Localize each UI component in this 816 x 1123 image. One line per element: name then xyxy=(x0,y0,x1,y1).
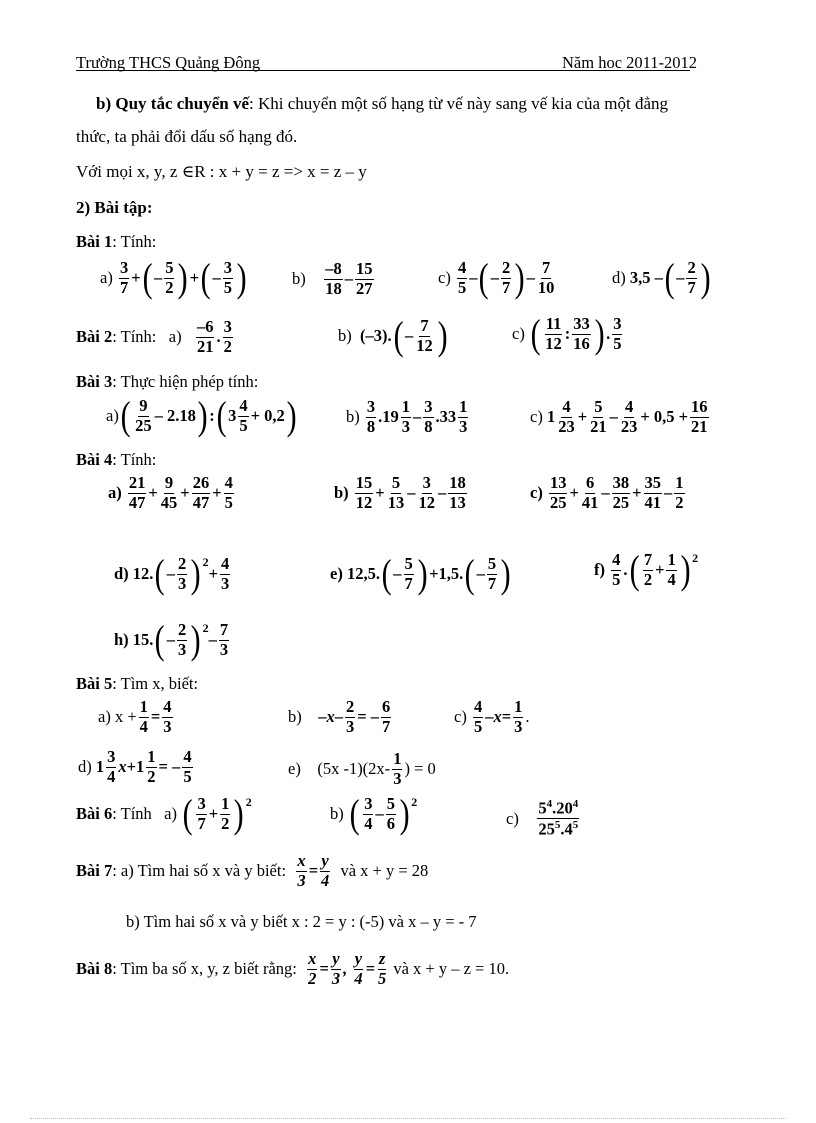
bai3-heading: Bài 3: Thực hiện phép tính: xyxy=(76,372,259,391)
header-divider xyxy=(76,70,690,71)
bai3-c: c) 1 4 23 + 5 21 – 4 23 + 0,5 + 16 21 xyxy=(530,397,708,436)
bai2-b: b) (–3). ( – 7 12 ) xyxy=(338,313,448,358)
bai5-b: b) – x – 2 3 = – 6 7 xyxy=(288,697,391,736)
bai6-c: c) $5^4.20^4$ $25^5.4^5$ xyxy=(506,798,579,839)
bai3-b: b) 3 8 .19 1 3 – 3 8 .33 1 3 xyxy=(346,397,468,436)
bai5-d: d) 1 3 4 x +1 1 2 = – 4 5 xyxy=(78,747,192,786)
bai1-d: d) 3,5 – ( – 2 7 ) xyxy=(612,255,711,300)
bai4-d: d) 12. ( – 2 3 ) 2 + 4 3 xyxy=(114,551,230,596)
rule-label: b) Quy tắc chuyển vế xyxy=(96,94,249,113)
bai4-f: f) 4 5 . ( 7 2 + 1 4 ) 2 xyxy=(594,547,699,592)
bai2-a: Bài 2 : Tính: a) –6 21 . 3 2 xyxy=(76,317,232,356)
bai4-h: h) 15. ( – 2 3 ) 2 – 7 3 xyxy=(114,617,229,662)
bai8: Bài 8 : Tìm ba số x, y, z biết rằng: x 2 = y 3 , y 4 = z 5 và x + y – z = 10. xyxy=(76,949,510,988)
bai6-b: b) ( 3 4 – 5 6 ) 2 xyxy=(330,791,418,836)
bai4-b: b) 15 12 + 5 13 – 3 12 – 18 13 xyxy=(334,473,466,512)
section-title: 2) Bài tập: xyxy=(76,198,153,217)
bai1-a: a) 3 7 + ( – 5 2 ) + ( – 3 5 ) xyxy=(100,255,247,300)
rule-text-1: : Khi chuyển một số hạng từ vế này sang vế kia của một đẳng xyxy=(249,94,669,113)
bai7-a: Bài 7 : a) Tìm hai số x và y biết: x 3 = y 4 và x + y = 28 xyxy=(76,851,429,890)
bai6-a: Bài 6 : Tính a) ( 3 7 + 1 2 ) 2 xyxy=(76,791,252,836)
bai4-e: e) 12,5. ( – 5 7 ) +1,5. ( – 5 7 ) xyxy=(330,551,511,596)
bai1-b: b) –8 18 – 15 27 xyxy=(292,259,373,298)
school-year: Năm hoc 2011-2012 xyxy=(562,53,698,72)
school-name: Trường THCS Quảng Đông xyxy=(76,53,261,72)
bai5-e: e) (5x -1)(2x- 1 3 ) = 0 xyxy=(288,749,436,788)
bai7-b: b) Tìm hai số x và y biết x : 2 = y : (-5) và x – y = - 7 xyxy=(126,912,477,931)
bai4-c: c) 13 25 + 6 41 – 38 25 + 35 41 – 1 2 xyxy=(530,473,684,512)
bai5-a: a) x + 1 4 = 4 3 xyxy=(98,697,172,736)
rule-formula: Với mọi x, y, z ∈R : x + y = z => x = z – y xyxy=(76,162,367,181)
bai1-c: c) 4 5 – ( – 2 7 ) – 7 10 xyxy=(438,255,555,300)
bai2-c: c) ( 11 12 : 33 16 ) . 3 5 xyxy=(512,311,622,356)
rule-text-2: thức, ta phải đổi dấu số hạng đó. xyxy=(76,127,298,146)
page-bottom-divider xyxy=(30,1118,786,1119)
bai1-heading: Bài 1: Tính: xyxy=(76,232,157,251)
bai4-a: a) 21 47 + 9 45 + 26 47 + 4 5 xyxy=(108,473,233,512)
bai4-heading: Bài 4: Tính: xyxy=(76,450,157,469)
bai5-heading: Bài 5: Tìm x, biết: xyxy=(76,674,199,693)
rule-line-1 xyxy=(96,94,668,114)
bai3-a: a) ( 9 25 – 2.18 ) : ( 3 4 5 + 0,2 ) xyxy=(106,393,297,438)
bai5-c: c) 4 5 – x = 1 3 . xyxy=(454,697,530,736)
